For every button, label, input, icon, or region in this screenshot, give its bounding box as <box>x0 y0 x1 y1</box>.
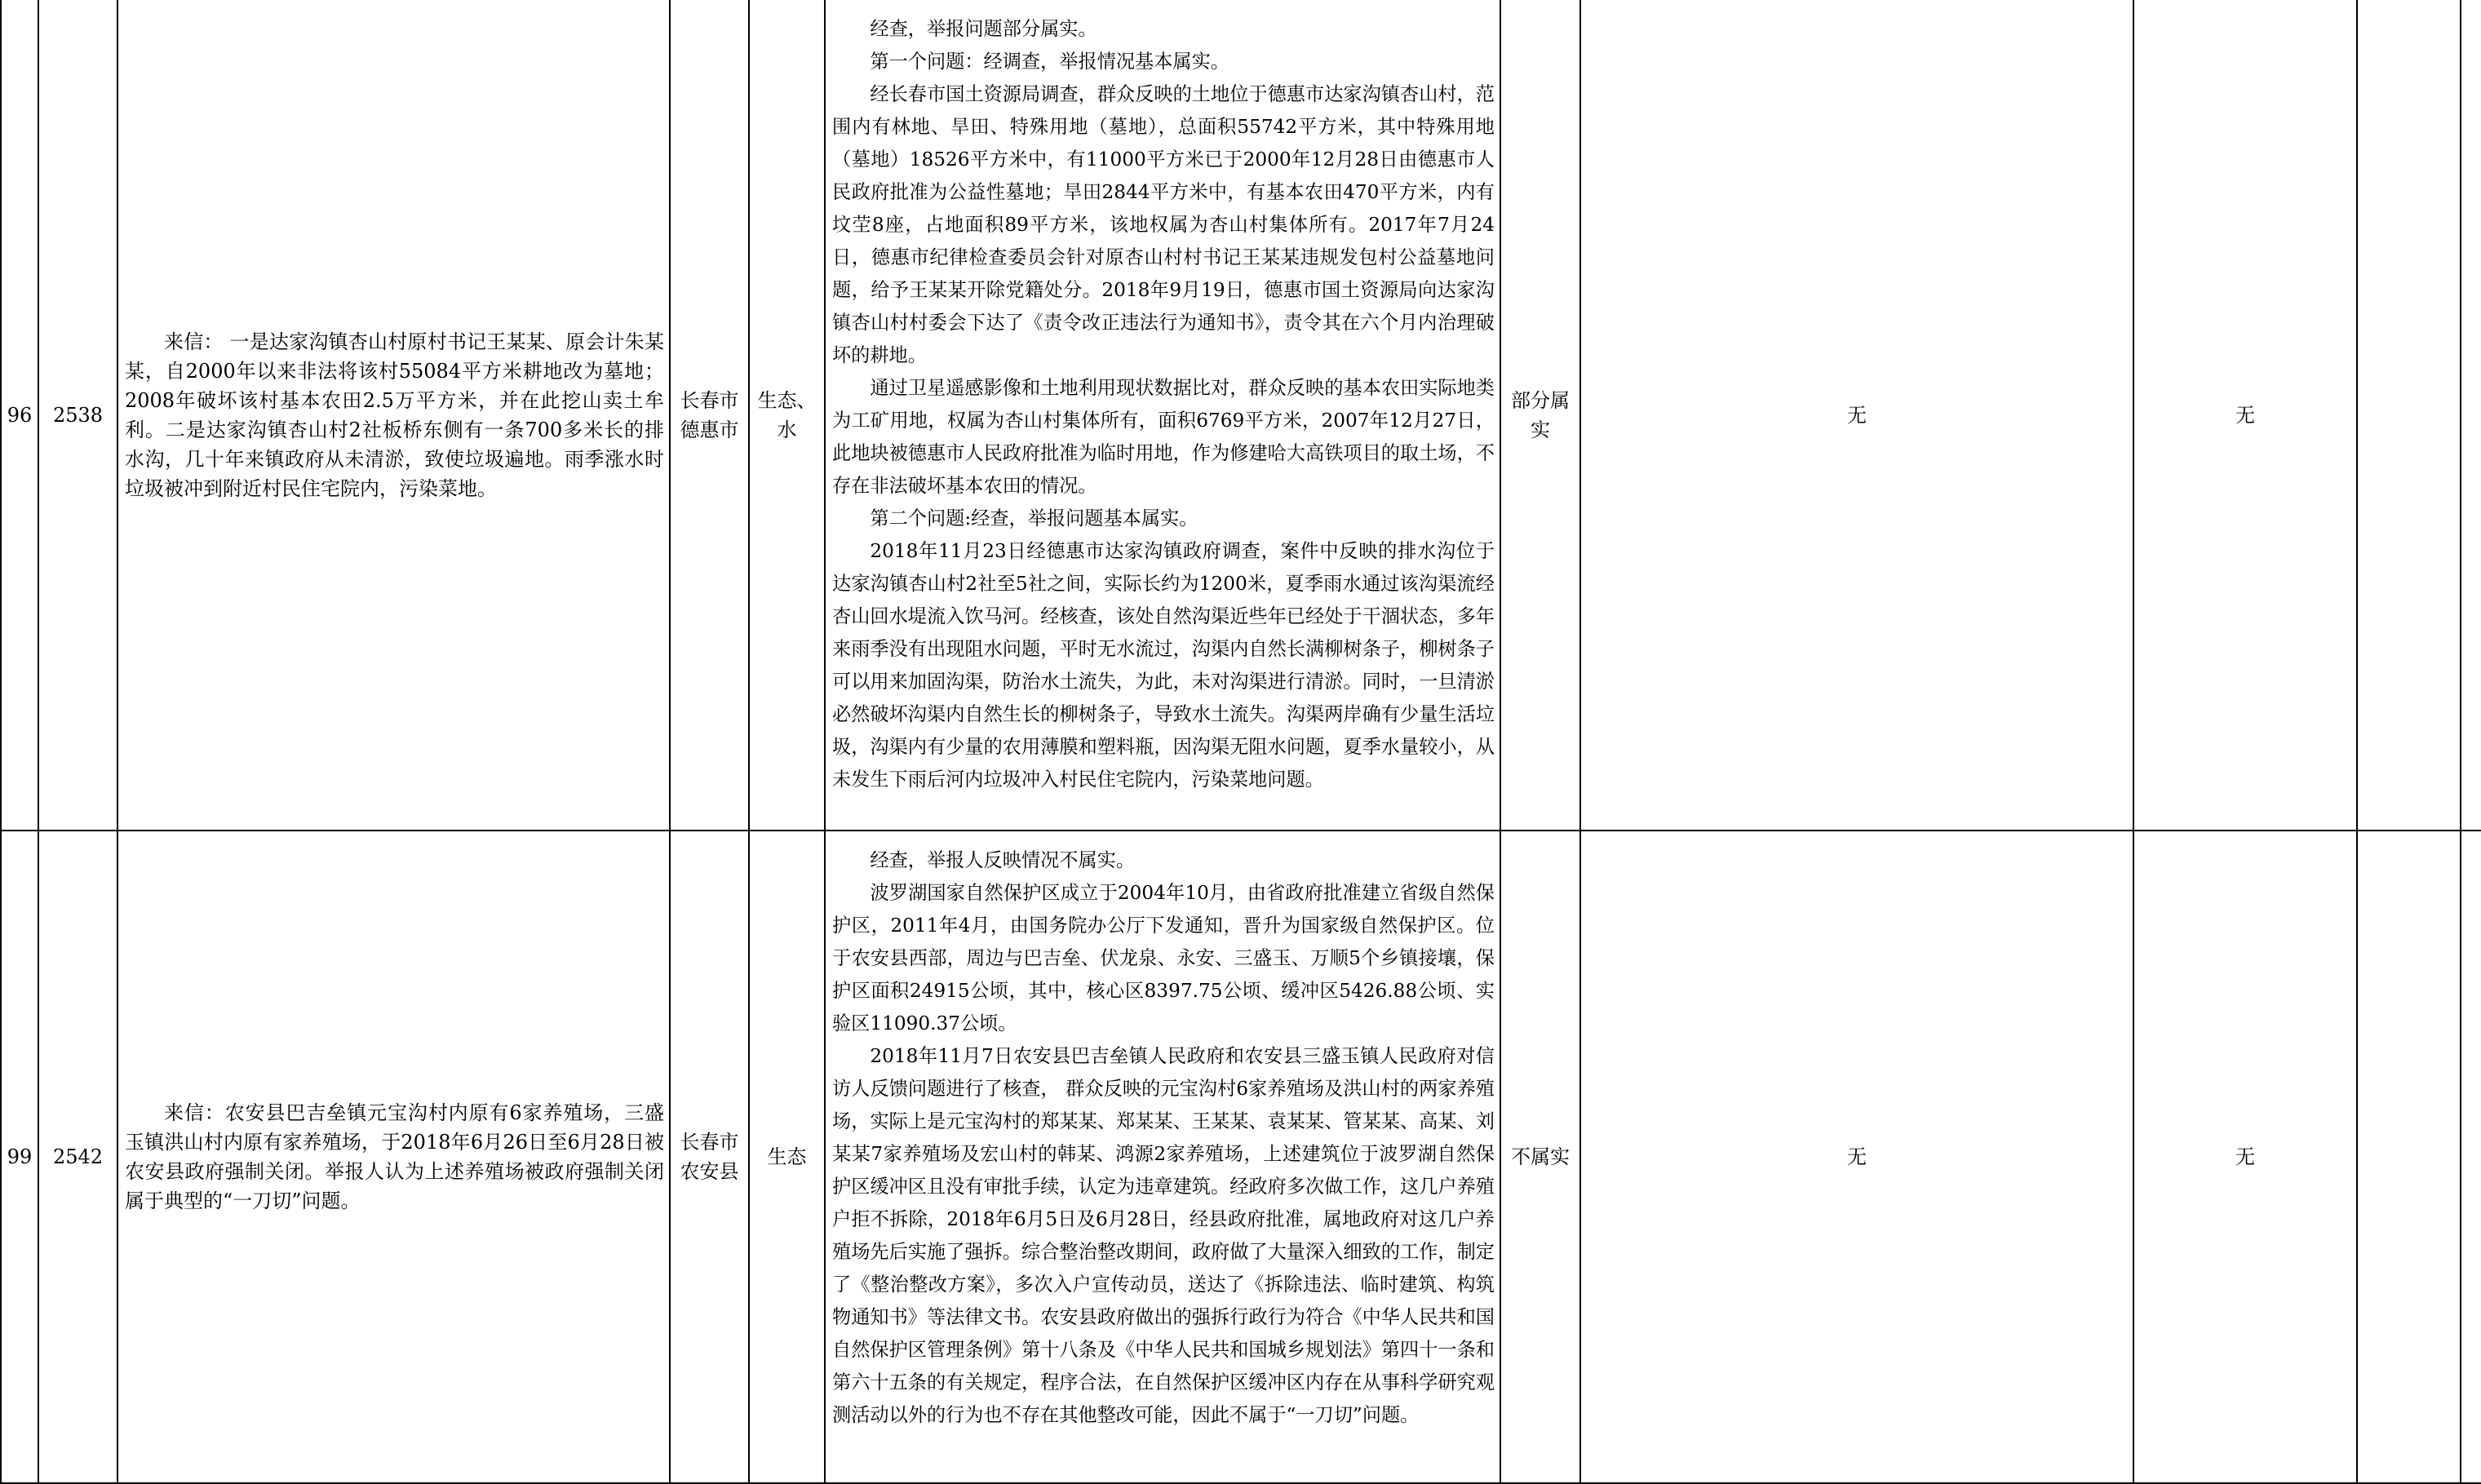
row-col-b: 无 <box>2133 0 2357 831</box>
row-verdict: 部分属实 <box>1500 0 1580 831</box>
finding-paragraph: 2018年11月7日农安县巴吉垒镇人民政府和农安县三盛玉镇人民政府对信访人反馈问题进行了核查， 群众反映的元宝沟村6家养殖场及洪山村的两家养殖场，实际上是元宝沟村的郑某某、郑某某、王某某、袁某某、管某某、高某、刘某某7家养殖场及宏山村的韩某、鸿源2家养殖场，上述建筑位于波罗湖自然保护区缓冲区且没有审批手续，认定为违章建筑。经政府多次做工作，这几户养殖户拒不拆除，2018年6月5日及6月28日，经县政府批准，属地政府对这几户养殖场先后实施了强拆。综合整治整改期间，政府做了大量深入细致的工作，制定了《整治整改方案》，多次入户宣传动员，送达了《拆除违法、临时建筑、构筑物通知书》等法律文书。农安县政府做出的强拆行政行为符合《中华人民共和国自然保护区管理条例》第十八条及《中华人民共和国城乡规划法》第四十一条和第六十五条的有关规定，程序合法，在自然保护区缓冲区内存在从事科学研究观测活动以外的行为也不存在其他整改可能，因此不属于“一刀切”问题。 <box>832 1045 1495 1426</box>
finding-paragraph: 经查，举报问题部分属实。 <box>870 18 1097 40</box>
row-col-c <box>2357 0 2461 831</box>
row-region: 长春市农安县 <box>670 831 749 1483</box>
row-col-c <box>2357 831 2461 1483</box>
finding-paragraph: 2018年11月23日经德惠市达家沟镇政府调查，案件中反映的排水沟位于达家沟镇杏山村2社至5社之间，实际长约为1200米，夏季雨水通过该沟渠流经杏山回水堤流入饮马河。经核查，该处自然沟渠近些年已经处于干涸状态，多年来雨季没有出现阻水问题，平时无水流过，沟渠内自然长满柳树条子，柳树条子可以用来加固沟渠，防治水土流失，为此，未对沟渠进行清淤。同时，一旦清淤必然破坏沟渠内自然生长的柳树条子，导致水土流失。沟渠两岸确有少量生活垃圾，沟渠内有少量的农用薄膜和塑料瓶，因沟渠无阻水问题，夏季水量较小，从未发生下雨后河内垃圾冲入村民住宅院内，污染菜地问题。 <box>832 540 1495 791</box>
finding-paragraph: 经长春市国土资源局调查，群众反映的土地位于德惠市达家沟镇杏山村，范围内有林地、旱田、特殊用地（墓地），总面积55742平方米，其中特殊用地（墓地）18526平方米中，有11000平方米已于2000年12月28日由德惠市人民政府批准为公益性墓地；旱田2844平方米中，有基本农田470平方米，内有坟茔8座，占地面积89平方米，该地权属为杏山村集体所有。2017年7月24日，德惠市纪律检查委员会针对原杏山村村书记王某某违规发包村公益墓地问题，给予王某某开除党籍处分。2018年9月19日，德惠市国土资源局向达家沟镇杏山村村委会下达了《责令改正违法行为通知书》，责令其在六个月内治理破坏的耕地。 <box>832 83 1495 366</box>
row-col-a: 无 <box>1580 831 2133 1483</box>
table-row <box>1 831 2481 1483</box>
finding-paragraph: 经查，举报人反映情况不属实。 <box>870 849 1136 871</box>
row-verdict: 不属实 <box>1500 831 1580 1483</box>
row-col-b: 无 <box>2133 831 2357 1483</box>
row-seq: 99 <box>1 831 38 1483</box>
row-findings <box>825 0 1500 831</box>
row-id: 2542 <box>38 831 117 1483</box>
row-type: 生态 <box>749 831 825 1483</box>
row-letter: 来信：农安县巴吉垒镇元宝沟村内原有6家养殖场，三盛玉镇洪山村内原有家养殖场，于2018年6月26日至6月28日被农安县政府强制关闭。举报人认为上述养殖场被政府强制关闭属于典型的“一刀切”问题。 <box>117 831 670 1483</box>
row-findings <box>825 831 1500 1483</box>
finding-paragraph: 波罗湖国家自然保护区成立于2004年10月，由省政府批准建立省级自然保护区，2011年4月，由国务院办公厅下发通知，晋升为国家级自然保护区。位于农安县西部，周边与巴吉垒、伏龙泉、永安、三盛玉、万顺5个乡镇接壤，保护区面积24915公顷，其中，核心区8397.75公顷、缓冲区5426.88公顷、实验区11090.37公顷。 <box>832 882 1495 1034</box>
row-type: 生态、水 <box>749 0 825 831</box>
row-edge <box>2461 831 2481 1483</box>
row-col-a: 无 <box>1580 0 2133 831</box>
row-edge <box>2461 0 2481 831</box>
finding-paragraph: 第二个问题:经查，举报问题基本属实。 <box>870 507 1198 529</box>
table-row <box>1 0 2481 831</box>
row-id: 2538 <box>38 0 117 831</box>
row-seq: 96 <box>1 0 38 831</box>
finding-paragraph: 第一个问题：经调查，举报情况基本属实。 <box>870 51 1229 73</box>
row-region: 长春市德惠市 <box>670 0 749 831</box>
finding-paragraph: 通过卫星遥感影像和土地利用现状数据比对，群众反映的基本农田实际地类为工矿用地，权属为杏山村集体所有，面积6769平方米，2007年12月27日，此地块被德惠市人民政府批准为临时用地，作为修建哈大高铁项目的取土场，不存在非法破坏基本农田的情况。 <box>832 377 1495 497</box>
row-letter: 来信： 一是达家沟镇杏山村原村书记王某某、原会计朱某某，自2000年以来非法将该村55084平方米耕地改为墓地；2008年破坏该村基本农田2.5万平方米，并在此挖山卖土牟利。二是达家沟镇杏山村2社板桥东侧有一条700多米长的排水沟，几十年来镇政府从未清淤，致使垃圾遍地。雨季涨水时垃圾被冲到附近村民住宅院内，污染菜地。 <box>117 0 670 831</box>
